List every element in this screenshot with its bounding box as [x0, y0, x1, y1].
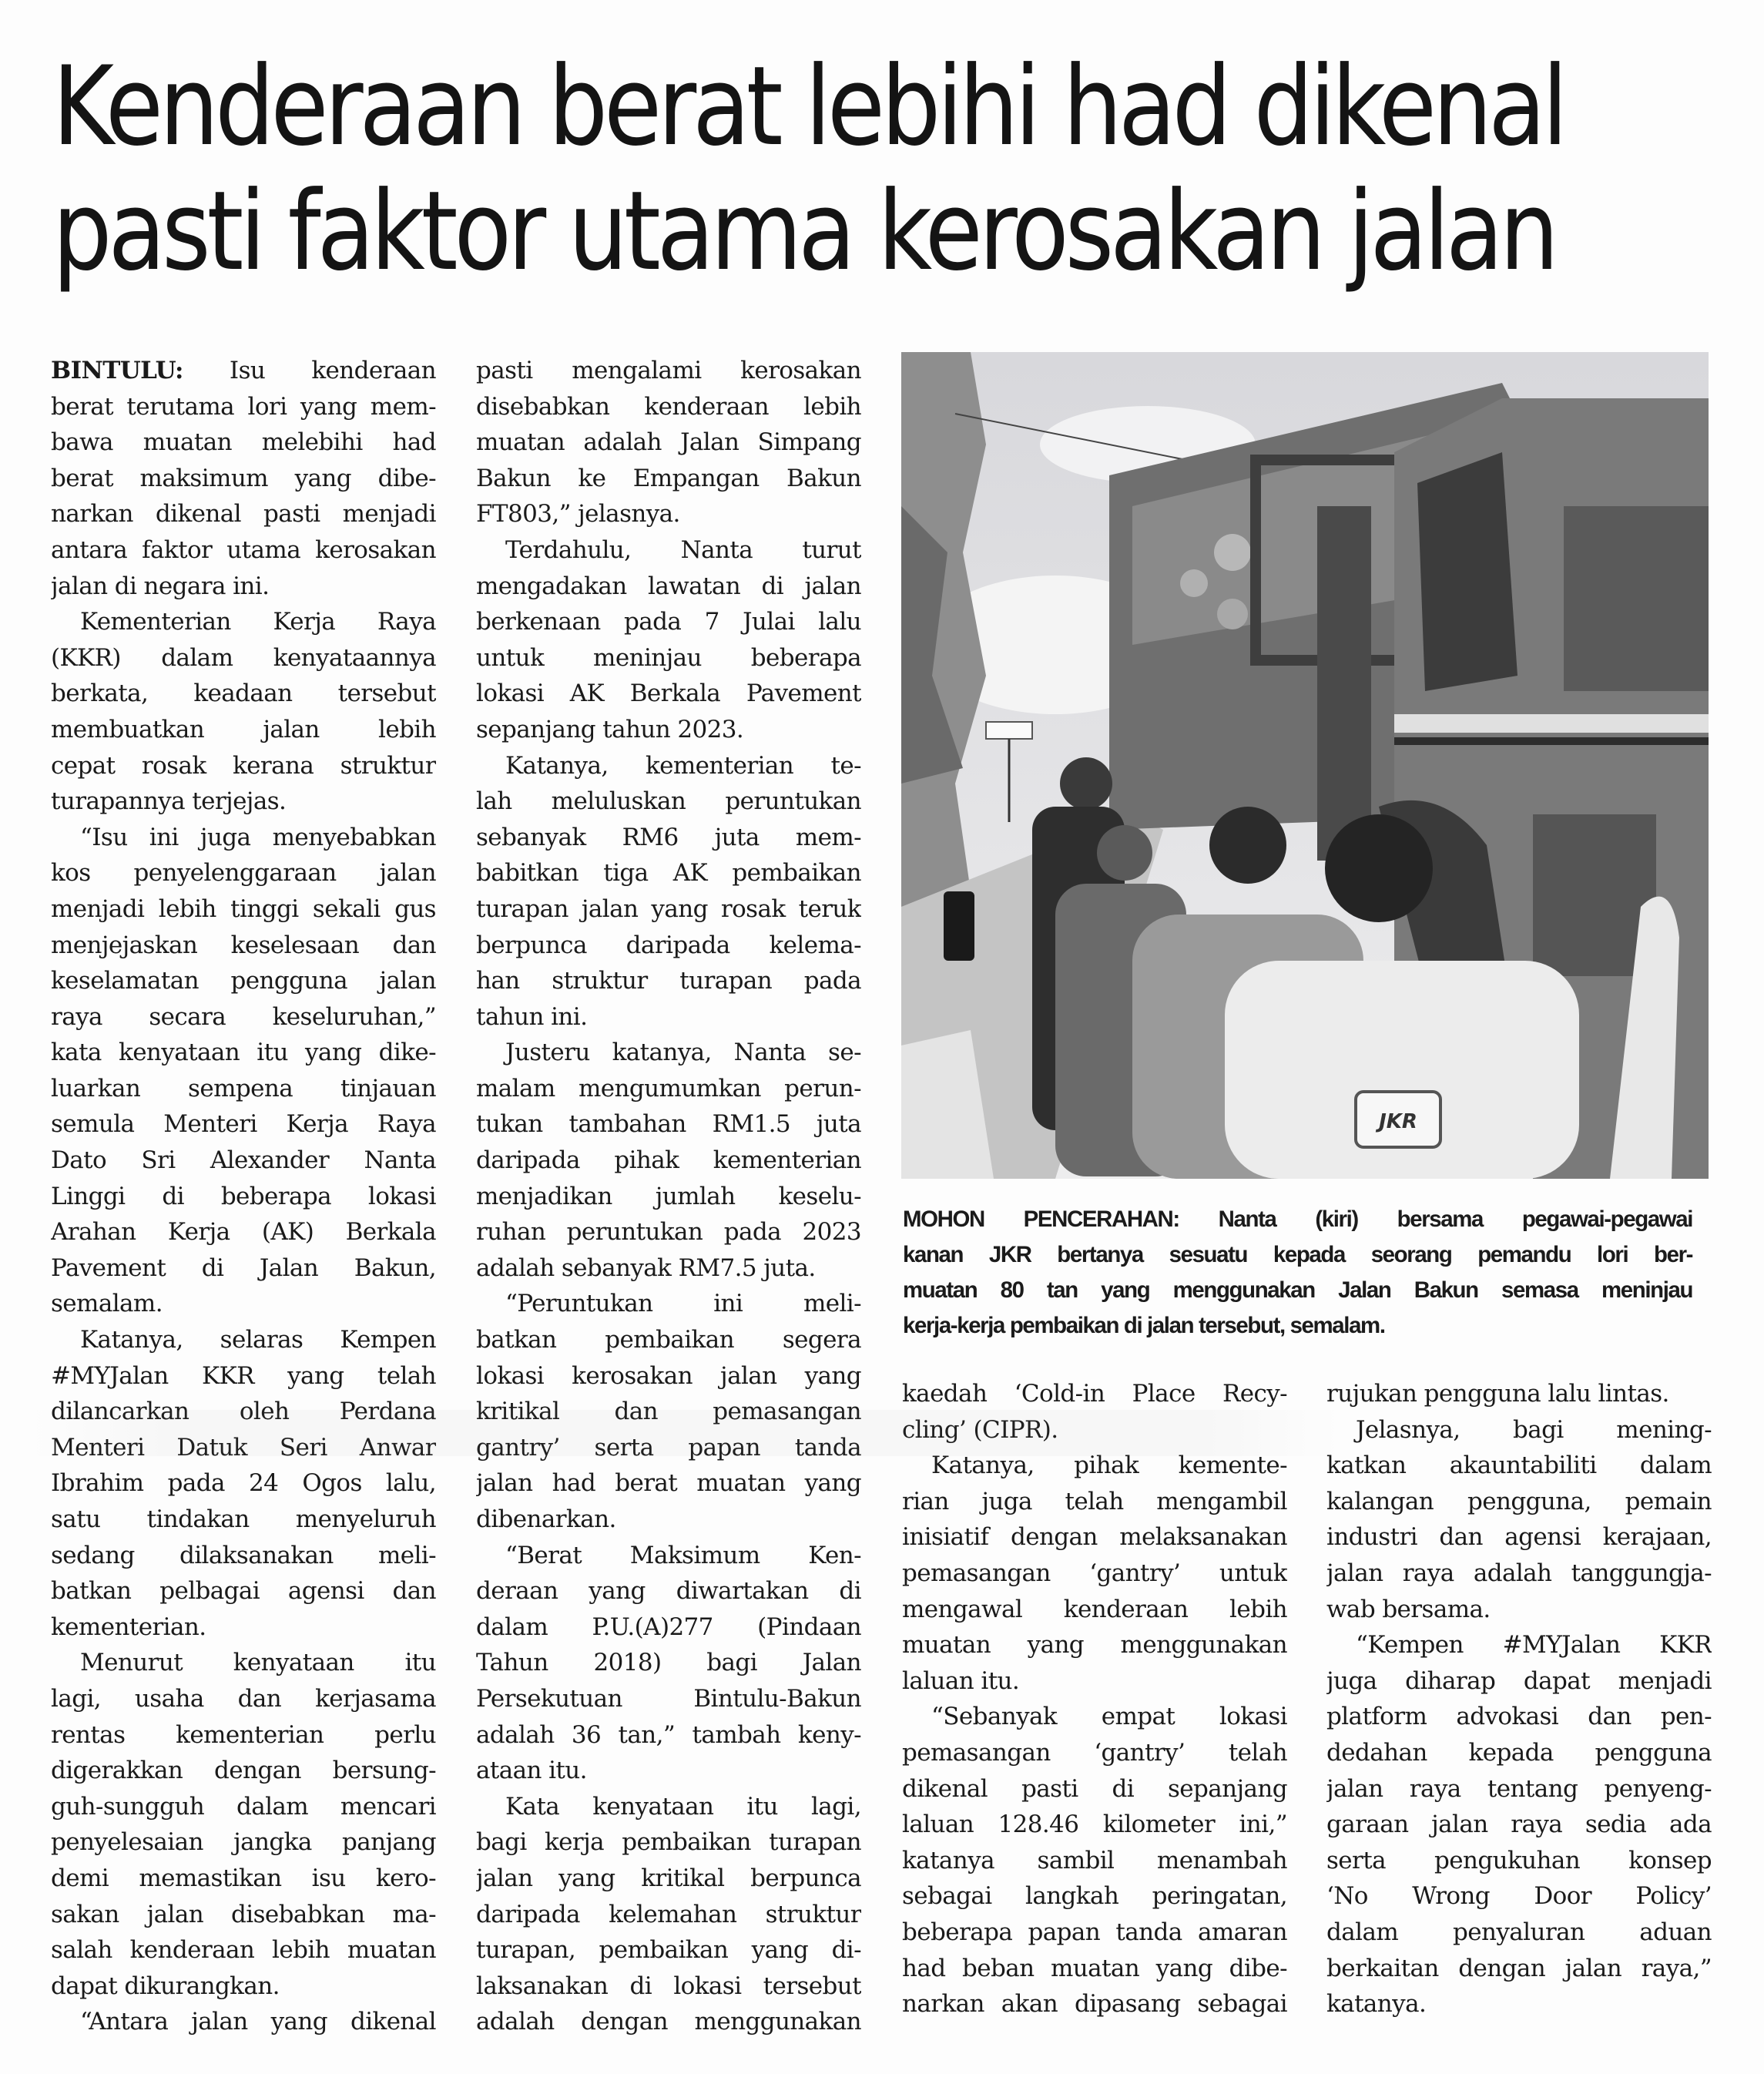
news-photo — [901, 352, 1709, 1179]
body-line: Persekutuan Bintulu-Bakun — [476, 1684, 861, 1713]
body-line: muatan yang menggunakan — [902, 1631, 1287, 1660]
body-line: kalangan pengguna, pemain — [1326, 1487, 1712, 1515]
body-line: Bakun ke Empangan Bakun — [476, 464, 861, 492]
body-line: berkaitan dengan jalan raya,” — [1326, 1954, 1712, 1982]
body-line: kata kenyataan itu yang dike- — [51, 1039, 436, 1067]
body-line: demi memastikan isu kero- — [51, 1864, 436, 1892]
body-line: garaan jalan raya sedia ada — [1326, 1811, 1712, 1839]
body-line: untuk meninjau beberapa — [476, 643, 861, 672]
body-line: sebanyak RM6 juta mem- — [476, 823, 861, 851]
body-line: dibenarkan. — [476, 1505, 616, 1533]
body-line: turapan jalan yang rosak teruk — [476, 894, 861, 923]
body-line: jalan raya adalah tanggungja- — [1326, 1559, 1712, 1587]
body-line — [51, 353, 436, 389]
body-line: kaedah ‘Cold-in Place Recy- — [902, 1380, 1287, 1408]
body-line: industri dan agensi kerajaan, — [1326, 1523, 1712, 1552]
photo-illustration — [901, 352, 1709, 1179]
body-line: turapan, pembaikan yang di- — [476, 1936, 861, 1965]
body-line: cepat rosak kerana struktur — [51, 751, 436, 780]
body-line: “Berat Maksimum Ken- — [505, 1541, 861, 1569]
body-line: menjadi lebih tinggi sekali gus — [51, 894, 436, 923]
body-line: lokasi AK Berkala Pavement — [476, 680, 861, 708]
body-line: disebabkan kenderaan lebih — [476, 392, 861, 421]
body-line: raya secara keseluruhan,” — [51, 1002, 436, 1031]
body-line: juga diharap dapat menjadi — [1326, 1666, 1712, 1695]
body-line: babitkan tiga AK pembaikan — [476, 859, 861, 888]
body-column-2 — [476, 353, 861, 2040]
body-line: semula Menteri Kerja Raya — [51, 1110, 436, 1139]
body-line: Menurut kenyataan itu — [80, 1649, 436, 1677]
body-line: Terdahulu, Nanta turut — [505, 535, 861, 564]
body-line: dilancarkan oleh Perdana — [51, 1398, 436, 1426]
body-line: sepanjang tahun 2023. — [476, 715, 744, 743]
body-line: semalam. — [51, 1290, 163, 1318]
body-line: kritikal dan pemasangan — [476, 1398, 861, 1426]
body-line: FT803,” jelasnya. — [476, 500, 680, 529]
body-line: Katanya, kementerian te- — [505, 751, 861, 780]
caption-line: kerja-kerja pembaikan di jalan tersebut, semalam. — [903, 1313, 1385, 1338]
body-line: jalan yang kritikal berpunca — [476, 1864, 861, 1892]
body-line: “Peruntukan ini meli- — [505, 1290, 861, 1318]
body-line: berkenaan pada 7 Julai lalu — [476, 608, 861, 636]
body-line: adalah sebanyak RM7.5 juta. — [476, 1253, 816, 1282]
body-line: mengadakan lawatan di jalan — [476, 572, 861, 600]
body-line: dapat dikurangkan. — [51, 1972, 280, 2000]
body-line: katkan akauntabiliti dalam — [1326, 1451, 1712, 1480]
body-line: Arahan Kerja (AK) Berkala — [51, 1218, 436, 1247]
body-line: cling’ (CIPR). — [902, 1415, 1058, 1444]
body-line: tukan tambahan RM1.5 juta — [476, 1110, 861, 1139]
body-line: had beban muatan yang dibe- — [902, 1954, 1287, 1982]
body-line: satu tindakan menyeluruh — [51, 1505, 436, 1533]
photo-caption — [903, 1202, 1709, 1344]
body-line: adalah dengan menggunakan — [476, 2008, 861, 2036]
body-line: guh-sungguh dalam mencari — [51, 1792, 436, 1821]
body-line: pemasangan ‘gantry’ untuk — [902, 1559, 1287, 1587]
body-line: bawa muatan melebihi had — [51, 428, 436, 457]
body-line: ‘No Wrong Door Policy’ — [1326, 1882, 1712, 1911]
body-line: jalan had berat muatan yang — [476, 1469, 861, 1498]
body-line: menjejaskan keselesaan dan — [51, 931, 436, 959]
body-line: luarkan sempena tinjauan — [51, 1074, 436, 1102]
caption-line: MOHON PENCERAHAN: Nanta (kiri) bersama pegawai-pegawai — [903, 1206, 1693, 1232]
body-line-text: Isu kenderaan — [183, 357, 436, 384]
body-line: pemasangan ‘gantry’ telah — [902, 1738, 1287, 1767]
body-line: platform advokasi dan pen- — [1326, 1703, 1712, 1731]
body-line: antara faktor utama kerosakan — [51, 535, 436, 564]
body-line: laluan itu. — [902, 1666, 1020, 1695]
body-line: turapannya terjejas. — [51, 787, 287, 816]
body-line: sakan jalan disebabkan ma- — [51, 1900, 436, 1928]
body-line: kos penyelenggaraan jalan — [51, 859, 436, 888]
headline-line-1: Kenderaan berat lebihi had dikenal — [52, 43, 1564, 170]
body-line: lokasi kerosakan jalan yang — [476, 1361, 861, 1390]
body-line: han struktur turapan pada — [476, 967, 861, 995]
body-line: daripada pihak kementerian — [476, 1146, 861, 1175]
body-line: Dato Sri Alexander Nanta — [51, 1146, 436, 1175]
body-line: “Sebanyak empat lokasi — [931, 1703, 1287, 1731]
body-line: pasti mengalami kerosakan — [476, 357, 861, 384]
body-line: narkan dikenal pasti menjadi — [51, 500, 436, 529]
body-line: ruhan peruntukan pada 2023 — [476, 1218, 861, 1247]
body-line: ataan itu. — [476, 1757, 587, 1785]
body-line: dalam penyaluran aduan — [1326, 1918, 1712, 1946]
body-line: digerakkan dengan bersung- — [51, 1757, 436, 1785]
body-line: katanya. — [1326, 1990, 1427, 2019]
body-line: batkan pembaikan segera — [476, 1326, 861, 1354]
body-line: #MYJalan KKR yang telah — [51, 1361, 436, 1390]
body-line: Pavement di Jalan Bakun, — [51, 1253, 436, 1282]
body-line: penyelesaian jangka panjang — [51, 1828, 436, 1857]
body-line: daripada kelemahan struktur — [476, 1900, 861, 1928]
body-line: dikenal pasti di sepanjang — [902, 1774, 1287, 1803]
body-line: Menteri Datuk Seri Anwar — [51, 1433, 436, 1462]
body-line: Katanya, pihak kemente- — [931, 1451, 1287, 1480]
body-line: Linggi di beberapa lokasi — [51, 1182, 436, 1210]
body-line: gantry’ serta papan tanda — [476, 1433, 861, 1462]
body-line: muatan adalah Jalan Simpang — [476, 428, 861, 457]
body-line: dalam P.U.(A)277 (Pindaan — [476, 1613, 861, 1641]
body-line: lah meluluskan peruntukan — [476, 787, 861, 816]
jkr-logo: JKR — [1379, 1110, 1417, 1133]
headline-line-2: pasti faktor utama kerosakan jalan — [52, 168, 1555, 295]
body-line: katanya sambil menambah — [902, 1846, 1287, 1874]
body-line: rian juga telah mengambil — [902, 1487, 1287, 1515]
body-line: adalah 36 tan,” tambah keny- — [476, 1720, 861, 1749]
body-line: sebagai langkah peringatan, — [902, 1882, 1287, 1911]
headline — [52, 43, 1564, 295]
body-line: salah kenderaan lebih muatan — [51, 1936, 436, 1965]
body-line: “Isu ini juga menyebabkan — [80, 823, 436, 851]
body-line: serta pengukuhan konsep — [1326, 1846, 1712, 1874]
body-line: menjadikan jumlah keselu- — [476, 1182, 861, 1210]
caption-line: kanan JKR bertanya sesuatu kepada seorang pemandu lori ber- — [903, 1242, 1693, 1267]
body-column-4 — [1326, 1376, 1712, 2022]
body-line: wab bersama. — [1326, 1595, 1491, 1623]
body-line: inisiatif dengan melaksanakan — [902, 1523, 1287, 1552]
body-line: berat maksimum yang dibe- — [51, 464, 436, 492]
body-line: (KKR) dalam kenyataannya — [51, 643, 436, 672]
body-column-3 — [902, 1376, 1287, 2022]
body-line: Justeru katanya, Nanta se- — [505, 1039, 861, 1067]
body-line: Jelasnya, bagi mening- — [1356, 1415, 1712, 1444]
body-line: sedang dilaksanakan meli- — [51, 1541, 436, 1569]
dateline: BINTULU: — [51, 357, 183, 384]
body-line: Tahun 2018) bagi Jalan — [476, 1649, 861, 1677]
body-line: rentas kementerian perlu — [51, 1720, 436, 1749]
body-line: jalan di negara ini. — [51, 572, 270, 600]
body-line: Ibrahim pada 24 Ogos lalu, — [51, 1469, 436, 1498]
body-line: berpunca daripada kelema- — [476, 931, 861, 959]
body-line: laluan 128.46 kilometer ini,” — [902, 1811, 1287, 1839]
body-line: Katanya, selaras Kempen — [80, 1326, 436, 1354]
body-line: tahun ini. — [476, 1002, 588, 1031]
body-line: mengawal kenderaan lebih — [902, 1595, 1287, 1623]
body-line: beberapa papan tanda amaran — [902, 1918, 1287, 1946]
body-line: rujukan pengguna lalu lintas. — [1326, 1380, 1669, 1408]
body-line: narkan akan dipasang sebagai — [902, 1990, 1287, 2019]
body-line: deraan yang diwartakan di — [476, 1577, 861, 1606]
body-line: kementerian. — [51, 1613, 206, 1641]
body-line: Kata kenyataan itu lagi, — [505, 1792, 861, 1821]
body-line: Kementerian Kerja Raya — [80, 608, 436, 636]
body-line: berat terutama lori yang mem- — [51, 392, 436, 421]
body-line: “Kempen #MYJalan KKR — [1356, 1631, 1712, 1660]
body-line: lagi, usaha dan kerjasama — [51, 1684, 436, 1713]
body-line: berkata, keadaan tersebut — [51, 680, 436, 708]
body-line: keselamatan pengguna jalan — [51, 967, 436, 995]
body-line: malam mengumumkan perun- — [476, 1074, 861, 1102]
body-line: batkan pelbagai agensi dan — [51, 1577, 436, 1606]
body-line: membuatkan jalan lebih — [51, 715, 436, 743]
caption-line: muatan 80 tan yang menggunakan Jalan Bakun semasa meninjau — [903, 1277, 1693, 1303]
body-column-1 — [51, 353, 436, 2040]
body-line: “Antara jalan yang dikenal — [80, 2008, 436, 2036]
body-line: jalan raya tentang penyeng- — [1326, 1774, 1712, 1803]
body-line: dedahan kepada pengguna — [1326, 1738, 1712, 1767]
body-line: laksanakan di lokasi tersebut — [476, 1972, 861, 2000]
body-line: bagi kerja pembaikan turapan — [476, 1828, 861, 1857]
